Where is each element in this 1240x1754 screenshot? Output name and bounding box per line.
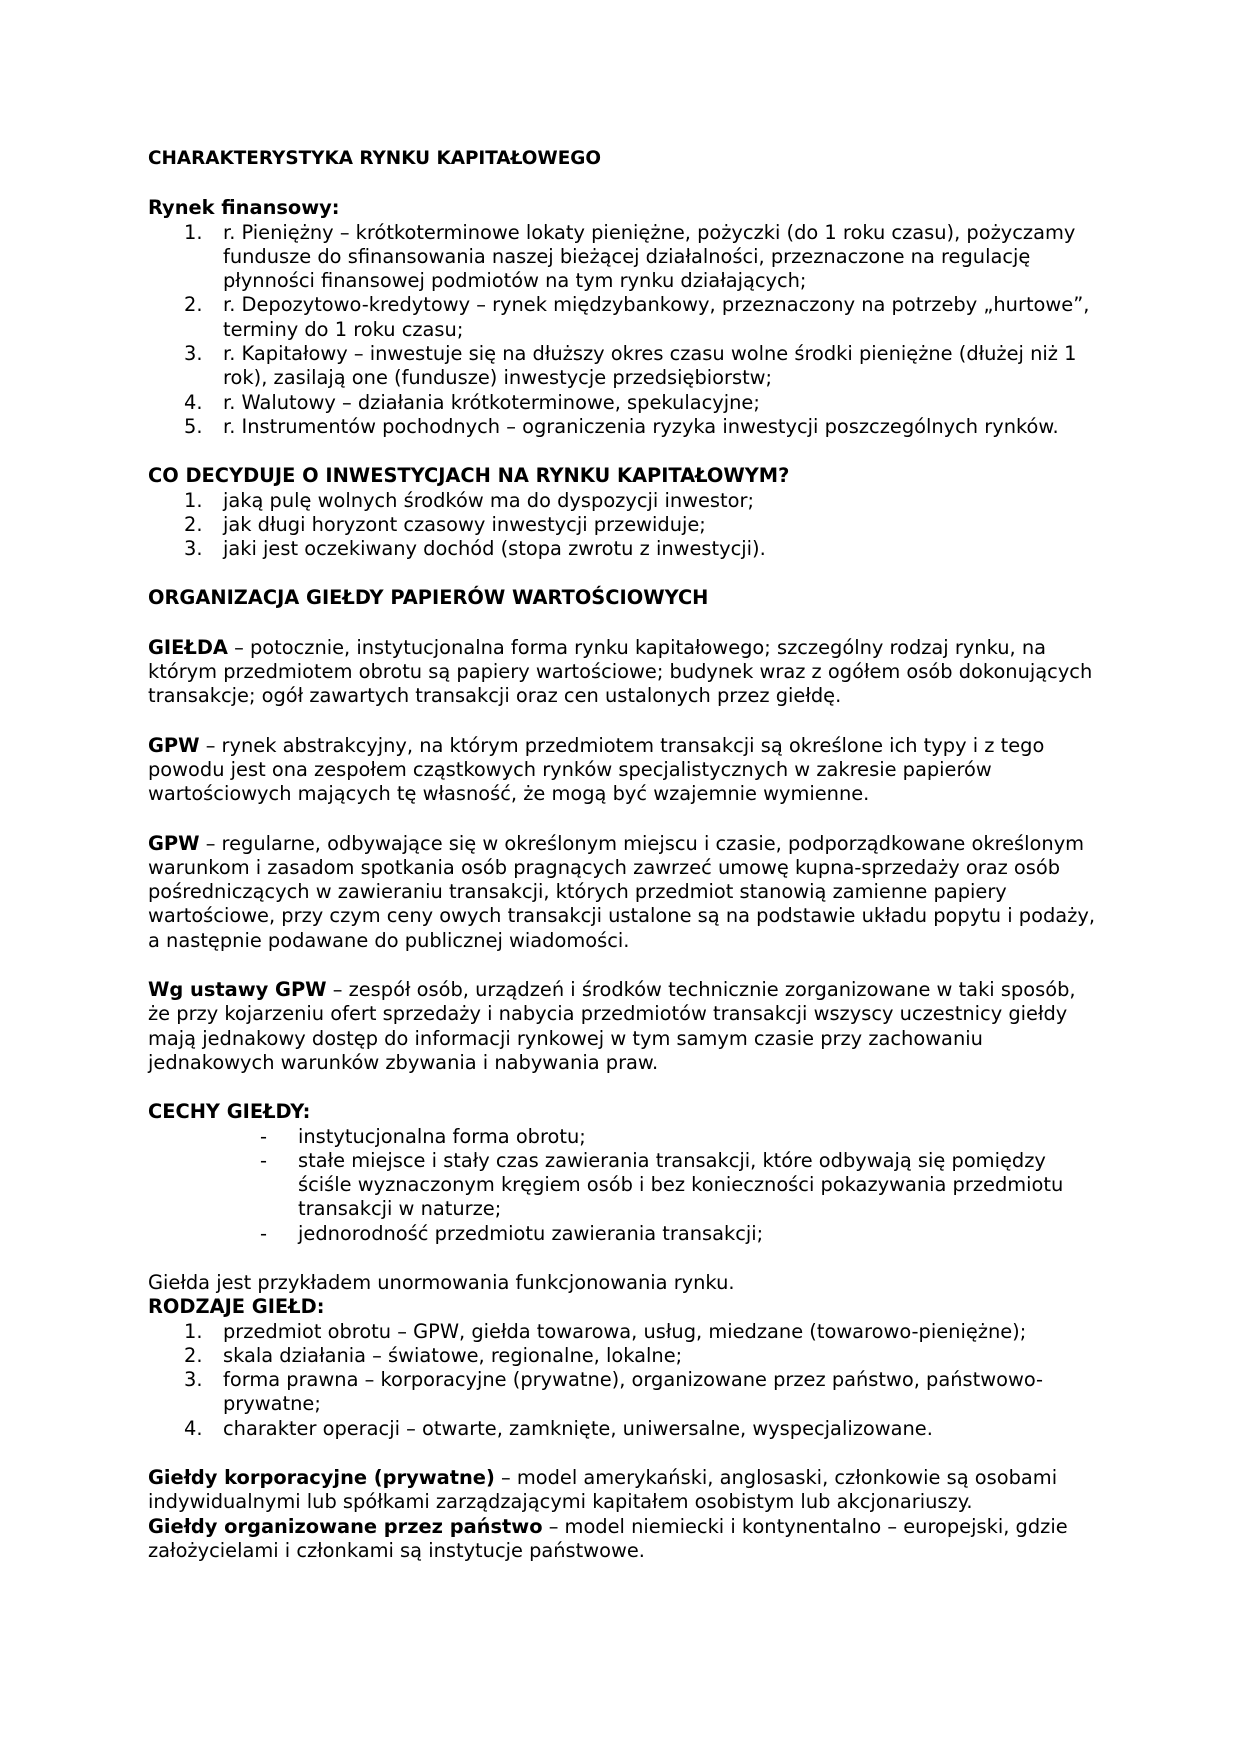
- list-cechy-gieldy: [148, 1125, 1098, 1246]
- list-item: 2. skala działania – światowe, regionalne, lokalne;: [184, 1343, 683, 1367]
- list-rynek-finansowy: [148, 221, 1098, 440]
- paragraph-gieldy-panstwowe: Giełdy organizowane przez państwo – model niemiecki i kontynentalno – europejski, gdzie założycielami i członkami są instytucje państwowe.: [148, 1514, 1068, 1562]
- list-item: 2. jak długi horyzont czasowy inwestycji przewiduje;: [184, 512, 706, 536]
- list-rodzaje-giield: [148, 1320, 1098, 1441]
- list-item: 4. r. Walutowy – działania krótkoterminowe, spekulacyjne;: [184, 390, 760, 414]
- list-item: - stałe miejsce i stały czas zawierania transakcji, które odbywają się pomiędzy ściśle wyznaczonym kręgiem osób i bez konieczności pokazywania przedmiotu transakcji w naturze;: [260, 1148, 1064, 1221]
- paragraph-gielda: GIEŁDA – potocznie, instytucjonalna forma rynku kapitałowego; szczególny rodzaj rynku, na którym przedmiotem obrotu są papiery wartościowe; budynek wraz z ogółem osób dokonujących transakcje; ogół zawartych transakcji oraz cen ustalonych przez giełdę.: [148, 635, 1093, 708]
- paragraph-gpw-1: GPW – rynek abstrakcyjny, na którym przedmiotem transakcji są określone ich typy i z tego powodu jest ona zespołem cząstkowych rynków specjalistycznych w zakresie papierów wartościowych mających tę własność, że mogą być wzajemnie wymienne.: [148, 733, 1045, 806]
- section-heading-rodzaje-giield: RODZAJE GIEŁD:: [148, 1295, 325, 1319]
- list-item: 2. r. Depozytowo-kredytowy – rynek międzybankowy, przeznaczony na potrzeby „hurtowe”, terminy do 1 roku czasu;: [184, 293, 1090, 341]
- list-item: 1. r. Pieniężny – krótkoterminowe lokaty pieniężne, pożyczki (do 1 roku czasu), pożyczamy fundusze do sfinansowania naszej bieżącej działalności, przeznaczone na regulację płynności finansowej podmiotów na tym rynku działających;: [184, 220, 1076, 293]
- list-co-decyduje: [148, 489, 1098, 562]
- list-item: - instytucjonalna forma obrotu;: [260, 1124, 586, 1148]
- list-item: 1. jaką pulę wolnych środków ma do dyspozycji inwestor;: [184, 488, 754, 512]
- list-item: 3. jaki jest oczekiwany dochód (stopa zwrotu z inwestycji).: [184, 537, 766, 561]
- document-body: [148, 147, 1098, 1563]
- list-item: - jednorodność przedmiotu zawierania transakcji;: [260, 1221, 764, 1245]
- paragraph-gielda-intro: Giełda jest przykładem unormowania funkcjonowania rynku.: [148, 1270, 735, 1294]
- section-heading-organizacja: ORGANIZACJA GIEŁDY PAPIERÓW WARTOŚCIOWYCH: [148, 586, 709, 610]
- list-item: 5. r. Instrumentów pochodnych – ograniczenia ryzyka inwestycji poszczególnych rynków.: [184, 414, 1059, 438]
- section-heading-cechy-gieldy: CECHY GIEŁDY:: [148, 1100, 311, 1124]
- paragraph-wg-ustawy: Wg ustawy GPW – zespół osób, urządzeń i środków technicznie zorganizowane w taki sposób, że przy kojarzeniu ofert sprzedaży i nabycia przedmiotów transakcji wszyscy uczestnicy giełdy mają jednakowy dostęp do informacji rynkowej w tym samym czasie przy zachowaniu jednakowych warunków zbywania i nabywania praw.: [148, 978, 1076, 1074]
- list-item: 4. charakter operacji – otwarte, zamknięte, uniwersalne, wyspecjalizowane.: [184, 1416, 933, 1440]
- list-item: 3. forma prawna – korporacyjne (prywatne), organizowane przez państwo, państwowo-prywatne;: [184, 1368, 1044, 1416]
- list-item: 1. przedmiot obrotu – GPW, giełda towarowa, usług, miedzane (towarowo-pieniężne);: [184, 1319, 1027, 1343]
- paragraph-gpw-2: GPW – regularne, odbywające się w określonym miejscu i czasie, podporządkowane określonym warunkom i zasadom spotkania osób pragnących zawrzeć umowę kupna-sprzedaży oraz osób pośredniczących w zawieraniu transakcji, których przedmiot stanowią zamienne papiery wartościowe, przy czym ceny owych transakcji ustalone są na podstawie układu popytu i podaży, a następnie podawane do publicznej wiadomości.: [148, 831, 1095, 952]
- list-item: 3. r. Kapitałowy – inwestuje się na dłuższy okres czasu wolne środki pieniężne (dłużej niż 1 rok), zasilają one (fundusze) inwestycje przedsiębiorstw;: [184, 342, 1077, 390]
- document-title: CHARAKTERYSTYKA RYNKU KAPITAŁOWEGO: [148, 148, 601, 169]
- section-heading-rynek-finansowy: Rynek finansowy:: [148, 196, 340, 220]
- section-heading-co-decyduje: CO DECYDUJE O INWESTYCJACH NA RYNKU KAPITAŁOWYM?: [148, 464, 790, 488]
- paragraph-gieldy-korporacyjne: Giełdy korporacyjne (prywatne) – model amerykański, anglosaski, członkowie są osobami indywidualnymi lub spółkami zarządzającymi kapitałem osobistym lub akcjonariuszy.: [148, 1466, 1058, 1514]
